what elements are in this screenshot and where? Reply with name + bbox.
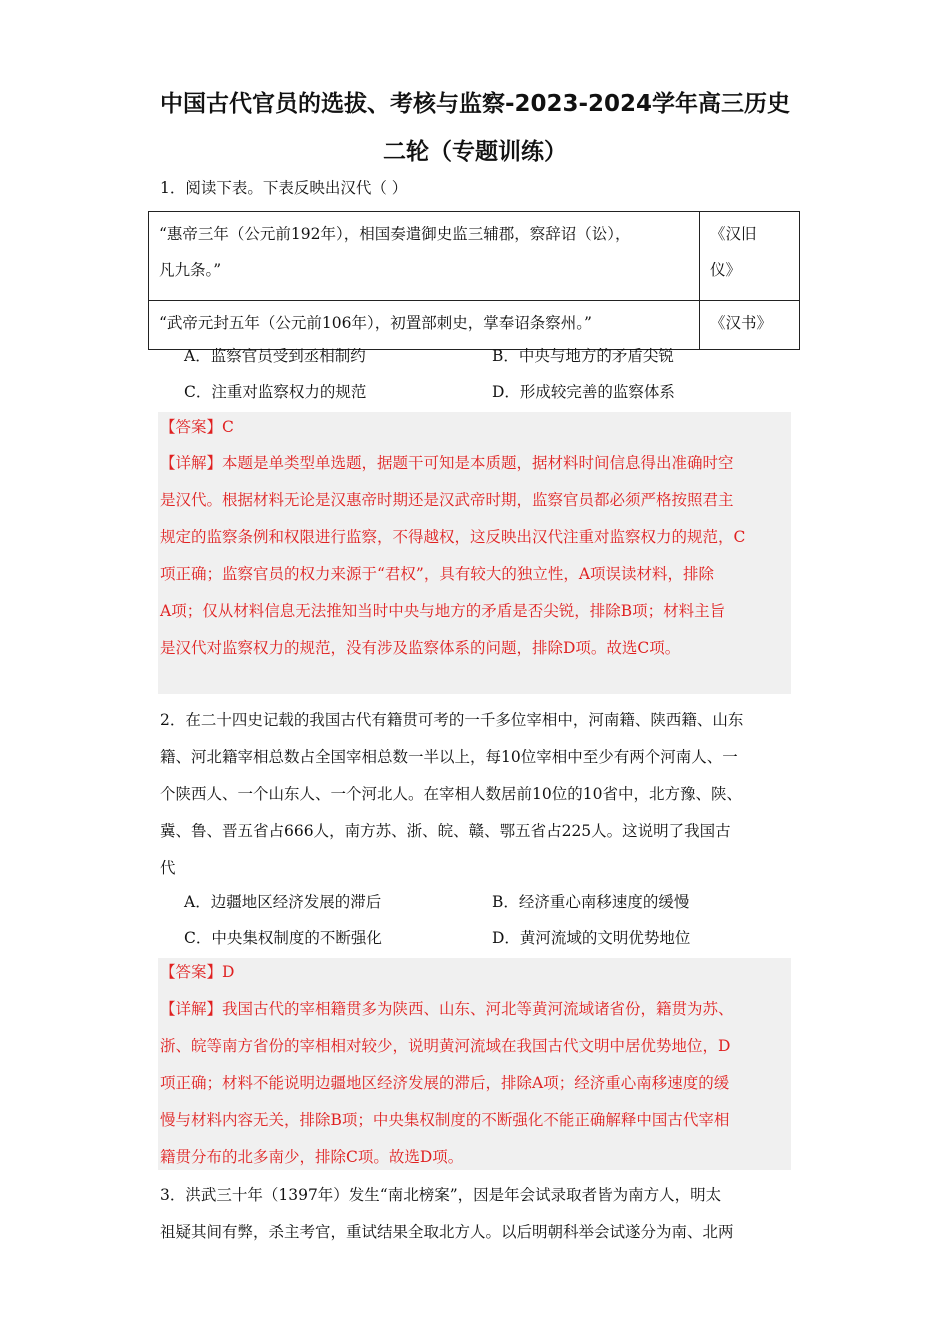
q1-detail-line: 【详解】本题是单类型单选题，据题干可知是本质题，据材料时间信息得出准确时空: [160, 454, 734, 472]
q2-detail-line: 浙、皖等南方省份的宰相相对较少，说明黄河流域在我国古代文明中居优势地位，D: [160, 1037, 731, 1055]
q1-detail-line: 是汉代对监察权力的规范，没有涉及监察体系的问题，排除D项。故选C项。: [160, 639, 681, 657]
q3-stem-line: 3．洪武三十年（1397年）发生“南北榜案”，因是年会试录取者皆为南方人，明太: [160, 1186, 722, 1204]
q2-detail-line: 项正确；材料不能说明边疆地区经济发展的滞后，排除A项；经济重心南移速度的缓: [160, 1074, 730, 1092]
table-cell-source: [700, 212, 800, 301]
table-cell-source: [700, 301, 800, 350]
q2-detail-line: 【详解】我国古代的宰相籍贯多为陕西、山东、河北等黄河流域诸省份，籍贯为苏、: [160, 1000, 734, 1018]
q1-detail-line: 是汉代。根据材料无论是汉惠帝时期还是汉武帝时期，监察官员都必须严格按照君主: [160, 491, 734, 509]
q2-detail-line: 慢与材料内容无关，排除B项；中央集权制度的不断强化不能正确解释中国古代宰相: [160, 1111, 730, 1129]
q1-detail-line: 规定的监察条例和权限进行监察，不得越权，这反映出汉代注重对监察权力的规范，C: [160, 528, 746, 546]
q1-option-d: D．形成较完善的监察体系: [492, 383, 675, 401]
q2-option-a: A．边疆地区经济发展的滞后: [184, 893, 382, 911]
source-text: 仪》: [710, 261, 742, 279]
source-text: 《汉旧: [710, 225, 757, 243]
table-row: [149, 212, 800, 301]
q2-option-c: C．中央集权制度的不断强化: [184, 929, 382, 947]
q1-option-a: A．监察官员受到丞相制约: [184, 347, 366, 365]
q1-option-b: B．中央与地方的矛盾尖锐: [492, 347, 674, 365]
q2-stem-line: 2．在二十四史记载的我国古代有籍贯可考的一千多位宰相中，河南籍、陕西籍、山东: [160, 711, 744, 729]
q2-detail-line: 籍贯分布的北多南少，排除C项。故选D项。: [160, 1148, 464, 1166]
q1-answer: 【答案】C: [160, 418, 234, 436]
q1-detail-line: A项；仅从材料信息无法推知当时中央与地方的矛盾是否尖锐，排除B项；材料主旨: [160, 602, 726, 620]
quote-text: “武帝元封五年（公元前106年），初置部刺史，掌奉诏条察州。”: [159, 314, 592, 332]
q2-stem-line: 籍、河北籍宰相总数占全国宰相总数一半以上，每10位宰相中至少有两个河南人、一: [160, 748, 738, 766]
q2-answer: 【答案】D: [160, 963, 235, 981]
document-title-line1: 中国古代官员的选拔、考核与监察-2023-2024学年高三历史: [159, 91, 791, 117]
q1-option-c: C．注重对监察权力的规范: [184, 383, 367, 401]
quote-text: 凡九条。”: [159, 261, 222, 279]
q2-option-d: D．黄河流域的文明优势地位: [492, 929, 691, 947]
q1-source-table: [148, 211, 800, 350]
q3-stem-line: 祖疑其间有弊，杀主考官，重试结果全取北方人。以后明朝科举会试遂分为南、北两: [160, 1223, 734, 1241]
q2-stem-line: 代: [160, 859, 176, 877]
table-cell-quote: [149, 212, 700, 301]
q1-stem: 1．阅读下表。下表反映出汉代（ ）: [160, 179, 408, 197]
q2-option-b: B．经济重心南移速度的缓慢: [492, 893, 690, 911]
quote-text: “惠帝三年（公元前192年），相国奏遣御史监三辅郡，察辞诏（讼），: [159, 225, 631, 243]
q2-stem-line: 个陕西人、一个山东人、一个河北人。在宰相人数居前10位的10省中，北方豫、陕、: [160, 785, 742, 803]
q1-detail-line: 项正确；监察官员的权力来源于“君权”，具有较大的独立性，A项误读材料，排除: [160, 565, 715, 583]
document-title-line2: 二轮（专题训练）: [383, 139, 567, 165]
source-text: 《汉书》: [710, 314, 773, 332]
q2-stem-line: 冀、鲁、晋五省占666人，南方苏、浙、皖、赣、鄂五省占225人。这说明了我国古: [160, 822, 731, 840]
